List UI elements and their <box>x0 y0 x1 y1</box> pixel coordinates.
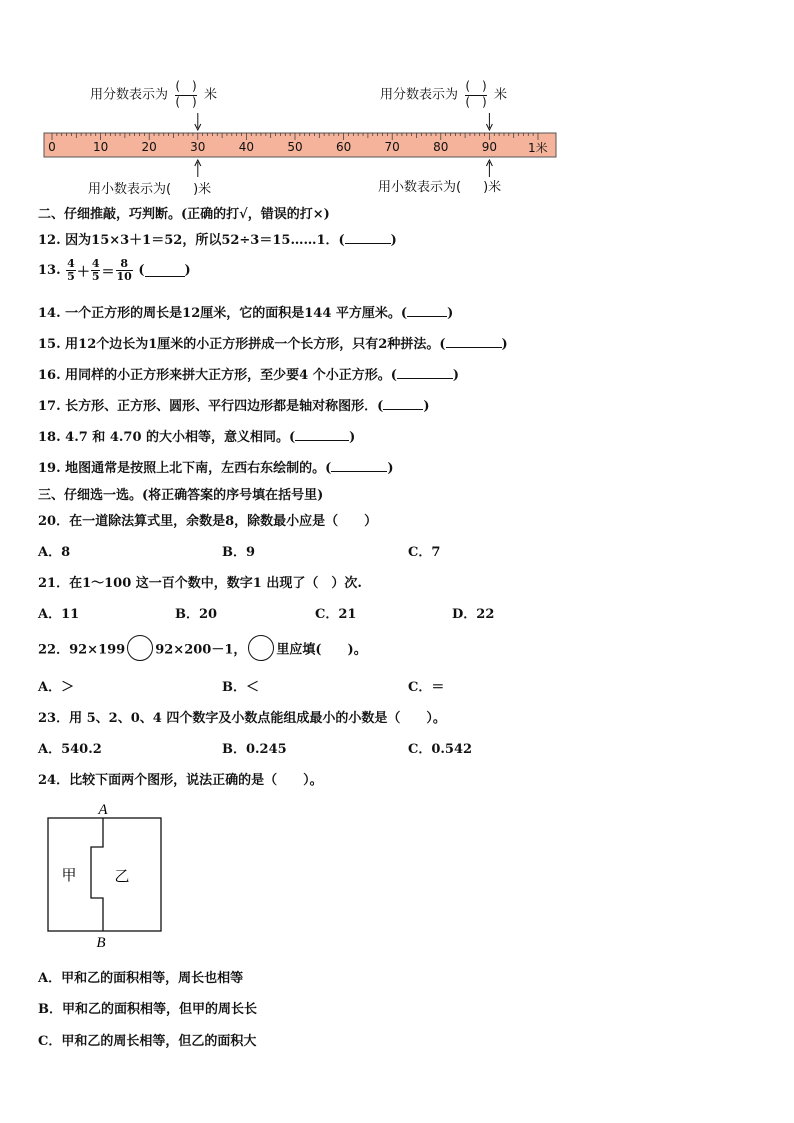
option-a[interactable]: A．甲和乙的面积相等，周长也相等 <box>38 971 244 986</box>
answer-blank[interactable] <box>397 366 453 379</box>
fraction-4-5: $\frac{4}{5}$ <box>91 257 100 283</box>
option-a[interactable]: A．540.2 <box>38 742 102 757</box>
option-d[interactable]: D．22 <box>452 607 495 622</box>
question-24: 24．比较下面两个图形，说法正确的是（ ）。 <box>38 773 323 788</box>
answer-blank[interactable] <box>295 428 349 441</box>
option-a[interactable]: A．11 <box>38 607 80 622</box>
answer-blank[interactable] <box>145 264 185 277</box>
region-yi: 乙 <box>114 867 130 885</box>
decimal-label-left: 用小数表示为( )米 <box>88 182 212 197</box>
option-c[interactable]: C．21 <box>315 607 357 622</box>
question-12: 12. 因为15×3＋1＝52，所以52÷3＝15……1．( ) <box>38 233 397 248</box>
question-22: 22．92×199 92×200－1， 里应填( )。 <box>38 635 367 661</box>
question-19: 19. 地图通常是按照上北下南，左西右东绘制的。( ) <box>38 461 394 476</box>
fraction-4-5: $\frac{4}{5}$ <box>67 257 75 283</box>
option-b[interactable]: B．0.245 <box>222 742 287 757</box>
question-18: 18. 4.7 和 4.70 的大小相等，意义相同。( ) <box>38 430 356 445</box>
fraction-blank-bottom: ( ) <box>175 95 197 109</box>
option-b[interactable]: B．甲和乙的面积相等，但甲的周长长 <box>38 1002 257 1017</box>
question-21: 21．在1～100 这一百个数中，数字1 出现了（ ）次. <box>38 576 362 591</box>
option-c[interactable]: C．甲和乙的周长相等，但乙的面积大 <box>38 1034 257 1049</box>
answer-blank[interactable] <box>331 459 387 472</box>
question-17: 17. 长方形、正方形、圆形、平行四边形都是轴对称图形．( ) <box>38 399 430 414</box>
dividing-line <box>91 818 103 931</box>
question-16: 16. 用同样的小正方形来拼大正方形，至少要4 个小正方形。( ) <box>38 368 460 383</box>
option-b[interactable]: B．9 <box>222 545 256 560</box>
option-b[interactable]: B．＜ <box>222 680 259 695</box>
shape-figure <box>40 800 170 950</box>
option-b[interactable]: B．20 <box>175 607 218 622</box>
ruler-tick-label: 90 <box>481 140 498 154</box>
option-a[interactable]: A．8 <box>38 545 71 560</box>
fraction-label-text: 用分数表示为 <box>380 87 459 103</box>
compare-circle[interactable] <box>248 635 274 661</box>
answer-blank[interactable] <box>446 335 502 348</box>
fraction-blank-bottom: ( ) <box>465 95 487 109</box>
fraction-label-text: 用分数表示为 <box>90 87 169 103</box>
answer-blank[interactable] <box>407 304 447 317</box>
ruler-tick-label: 60 <box>335 140 352 154</box>
fraction-blank-top: ( ) <box>175 79 197 93</box>
decimal-label-right: 用小数表示为( )米 <box>378 180 502 195</box>
section-2-heading: 二、仔细推敲，巧判断。(正确的打√，错误的打×) <box>38 207 330 222</box>
fraction-8-10: $\frac{8}{10}$ <box>116 257 132 283</box>
question-20: 20．在一道除法算式里，余数是8，除数最小应是（ ） <box>38 514 378 529</box>
compare-circle[interactable] <box>127 635 153 661</box>
option-c[interactable]: C．0.542 <box>408 742 473 757</box>
ruler-tick-label: 50 <box>287 140 303 154</box>
answer-blank[interactable] <box>383 397 423 410</box>
question-13: 13. $\frac{4}{5}$ ＋ $\frac{4}{5}$ ＝ $\frac{8}{10}$ ( ) <box>38 257 191 283</box>
question-23: 23．用 5、2、0、4 四个数字及小数点能组成最小的小数是（ ）。 <box>38 711 446 726</box>
section-3-heading: 三、仔细选一选。(将正确答案的序号填在括号里) <box>38 488 324 503</box>
option-a[interactable]: A．＞ <box>38 680 75 695</box>
label-a: A <box>98 802 108 818</box>
label-b: B <box>96 935 106 950</box>
ruler-svg <box>0 0 794 200</box>
ruler-tick-label: 80 <box>433 140 449 154</box>
ruler-end-label: 1米 <box>528 141 548 155</box>
ruler-tick-label: 0 <box>48 140 56 154</box>
option-c[interactable]: C．7 <box>408 545 441 560</box>
question-15: 15. 用12个边长为1厘米的小正方形拼成一个长方形，只有2种拼法。( ) <box>38 337 508 352</box>
ruler-tick-label: 30 <box>190 140 206 154</box>
region-jia: 甲 <box>61 866 77 884</box>
ruler-tick-label: 40 <box>238 140 255 154</box>
option-c[interactable]: C．＝ <box>408 680 445 695</box>
fraction-blank-top: ( ) <box>465 79 487 93</box>
unit-label: 米 <box>494 87 508 103</box>
ruler-tick-label: 70 <box>384 140 400 154</box>
answer-blank[interactable] <box>345 231 391 244</box>
ruler-tick-label: 20 <box>141 140 157 154</box>
question-14: 14. 一个正方形的周长是12厘米，它的面积是144 平方厘米。( ) <box>38 306 454 321</box>
unit-label: 米 <box>204 87 218 103</box>
ruler-tick-label: 10 <box>92 140 109 154</box>
